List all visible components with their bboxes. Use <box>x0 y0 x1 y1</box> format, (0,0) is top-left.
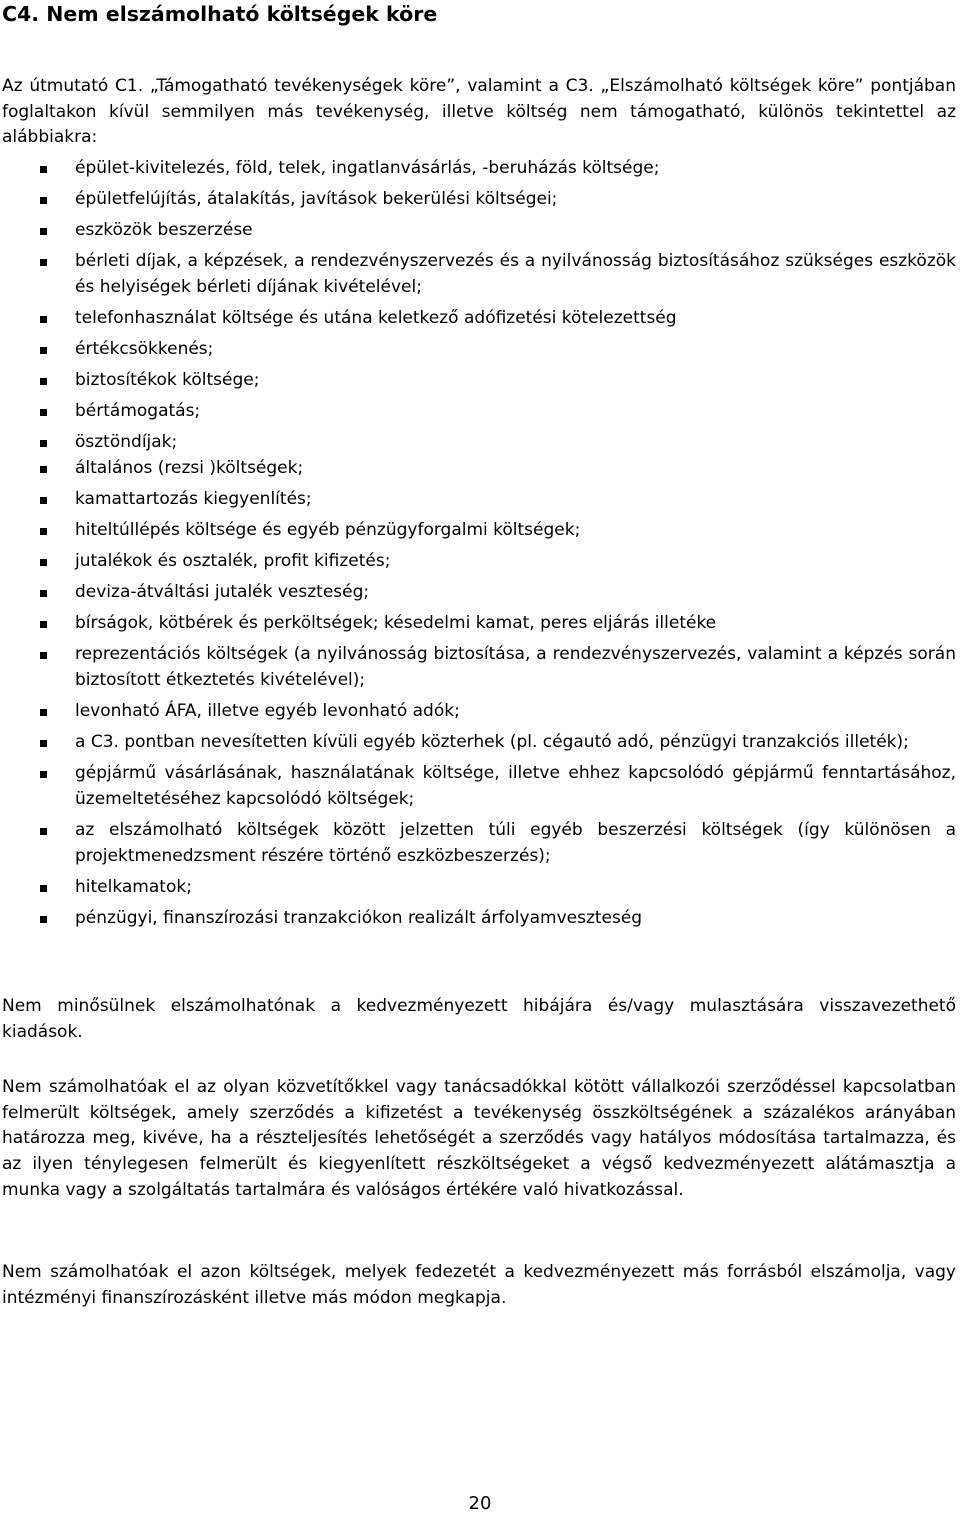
square-bullet-icon <box>40 528 47 535</box>
square-bullet-icon <box>40 771 47 778</box>
list-item: pénzügyi, finanszírozási tranzakciókon realizált árfolyamveszteség <box>0 906 956 932</box>
list-item: eszközök beszerzése <box>0 218 956 244</box>
square-bullet-icon <box>40 409 47 416</box>
square-bullet-icon <box>40 916 47 923</box>
square-bullet-icon <box>40 828 47 835</box>
square-bullet-icon <box>40 316 47 323</box>
list-item: hitelkamatok; <box>0 875 956 901</box>
list-item: ösztöndíjak; <box>0 430 956 456</box>
list-item: épületfelújítás, átalakítás, javítások bekerülési költségei; <box>0 187 956 213</box>
square-bullet-icon <box>40 590 47 597</box>
square-bullet-icon <box>40 197 47 204</box>
paragraph-1: Nem minősülnek elszámolhatónak a kedvezményezett hibájára és/vagy mulasztására visszavezethető kiadások. <box>2 996 956 1042</box>
paragraph-2: Nem számolhatóak el az olyan közvetítőkkel vagy tanácsadókkal kötött vállalkozói szerződéssel kapcsolatban felmerült költségek, amely szerződés a kifizetést a tevékenység összköltségének a százalékos arányában határozza meg, kivéve, ha a részteljesítés lehetőségét a szerződés vagy hatályos módosítása tartalmazza, és az ilyen ténylegesen felmerült és kiegyenlített részköltségeket a végső kedvezményezett alátámasztja a munka vagy a szolgáltatás tartalmára és valóságos értékére való hivatkozással. <box>2 1077 956 1200</box>
list-item: értékcsökkenés; <box>0 337 956 363</box>
list-item: épület-kivitelezés, föld, telek, ingatlanvásárlás, -beruházás költsége; <box>0 156 956 182</box>
list-item: bírságok, kötbérek és perköltségek; késedelmi kamat, peres eljárás illetéke <box>0 611 956 637</box>
intro-paragraph: Az útmutató C1. „Támogatható tevékenységek köre”, valamint a C3. „Elszámolható költségek köre” pontjában foglaltakon kívül semmilyen más tevékenység, illetve költség nem támogatható, különös tekintettel az alábbiakra: <box>2 76 956 148</box>
list-item: telefonhasználat költsége és utána keletkező adófizetési kötelezettség <box>0 306 956 332</box>
square-bullet-icon <box>40 259 47 266</box>
square-bullet-icon <box>40 709 47 716</box>
list-item: deviza-átváltási jutalék veszteség; <box>0 580 956 606</box>
square-bullet-icon <box>40 228 47 235</box>
page-number: 20 <box>468 1493 492 1514</box>
list-item: az elszámolható költségek között jelzetten túli egyéb beszerzési költségek (így különösen a projektmenedzsment részére történő eszközbeszerzés); <box>0 818 956 869</box>
square-bullet-icon <box>40 497 47 504</box>
paragraph-3: Nem számolhatóak el azon költségek, melyek fedezetét a kedvezményezett más forrásból elszámolja, vagy intézményi finanszírozásként illetve más módon megkapja. <box>2 1262 956 1308</box>
list-item: általános (rezsi )költségek; <box>0 456 956 482</box>
square-bullet-icon <box>40 621 47 628</box>
list-item: levonható ÁFA, illetve egyéb levonható adók; <box>0 699 956 725</box>
list-item: gépjármű vásárlásának, használatának költsége, illetve ehhez kapcsolódó gépjármű fenntartásához, üzemeltetéséhez kapcsolódó költségek; <box>0 761 956 812</box>
square-bullet-icon <box>40 740 47 747</box>
list-item: a C3. pontban nevesítetten kívüli egyéb közterhek (pl. cégautó adó, pénzügyi tranzakciós illeték); <box>0 730 956 756</box>
list-item: kamattartozás kiegyenlítés; <box>0 487 956 513</box>
square-bullet-icon <box>40 440 47 447</box>
list-item: bérleti díjak, a képzések, a rendezvényszervezés és a nyilvánosság biztosításához szükséges eszközök és helyiségek bérleti díjának kivételével; <box>0 249 956 300</box>
square-bullet-icon <box>40 466 47 473</box>
square-bullet-icon <box>40 559 47 566</box>
non-eligible-costs-list <box>0 156 956 937</box>
square-bullet-icon <box>40 652 47 659</box>
list-item: biztosítékok költsége; <box>0 368 956 394</box>
square-bullet-icon <box>40 378 47 385</box>
square-bullet-icon <box>40 885 47 892</box>
section-heading: C4. Nem elszámolható költségek köre <box>2 2 438 26</box>
list-item: jutalékok és osztalék, profit kifizetés; <box>0 549 956 575</box>
square-bullet-icon <box>40 166 47 173</box>
square-bullet-icon <box>40 347 47 354</box>
list-item: reprezentációs költségek (a nyilvánosság biztosítása, a rendezvényszervezés, valamint a képzés során biztosított étkeztetés kivételével); <box>0 642 956 693</box>
list-item: hiteltúllépés költsége és egyéb pénzügyforgalmi költségek; <box>0 518 956 544</box>
list-item: bértámogatás; <box>0 399 956 425</box>
